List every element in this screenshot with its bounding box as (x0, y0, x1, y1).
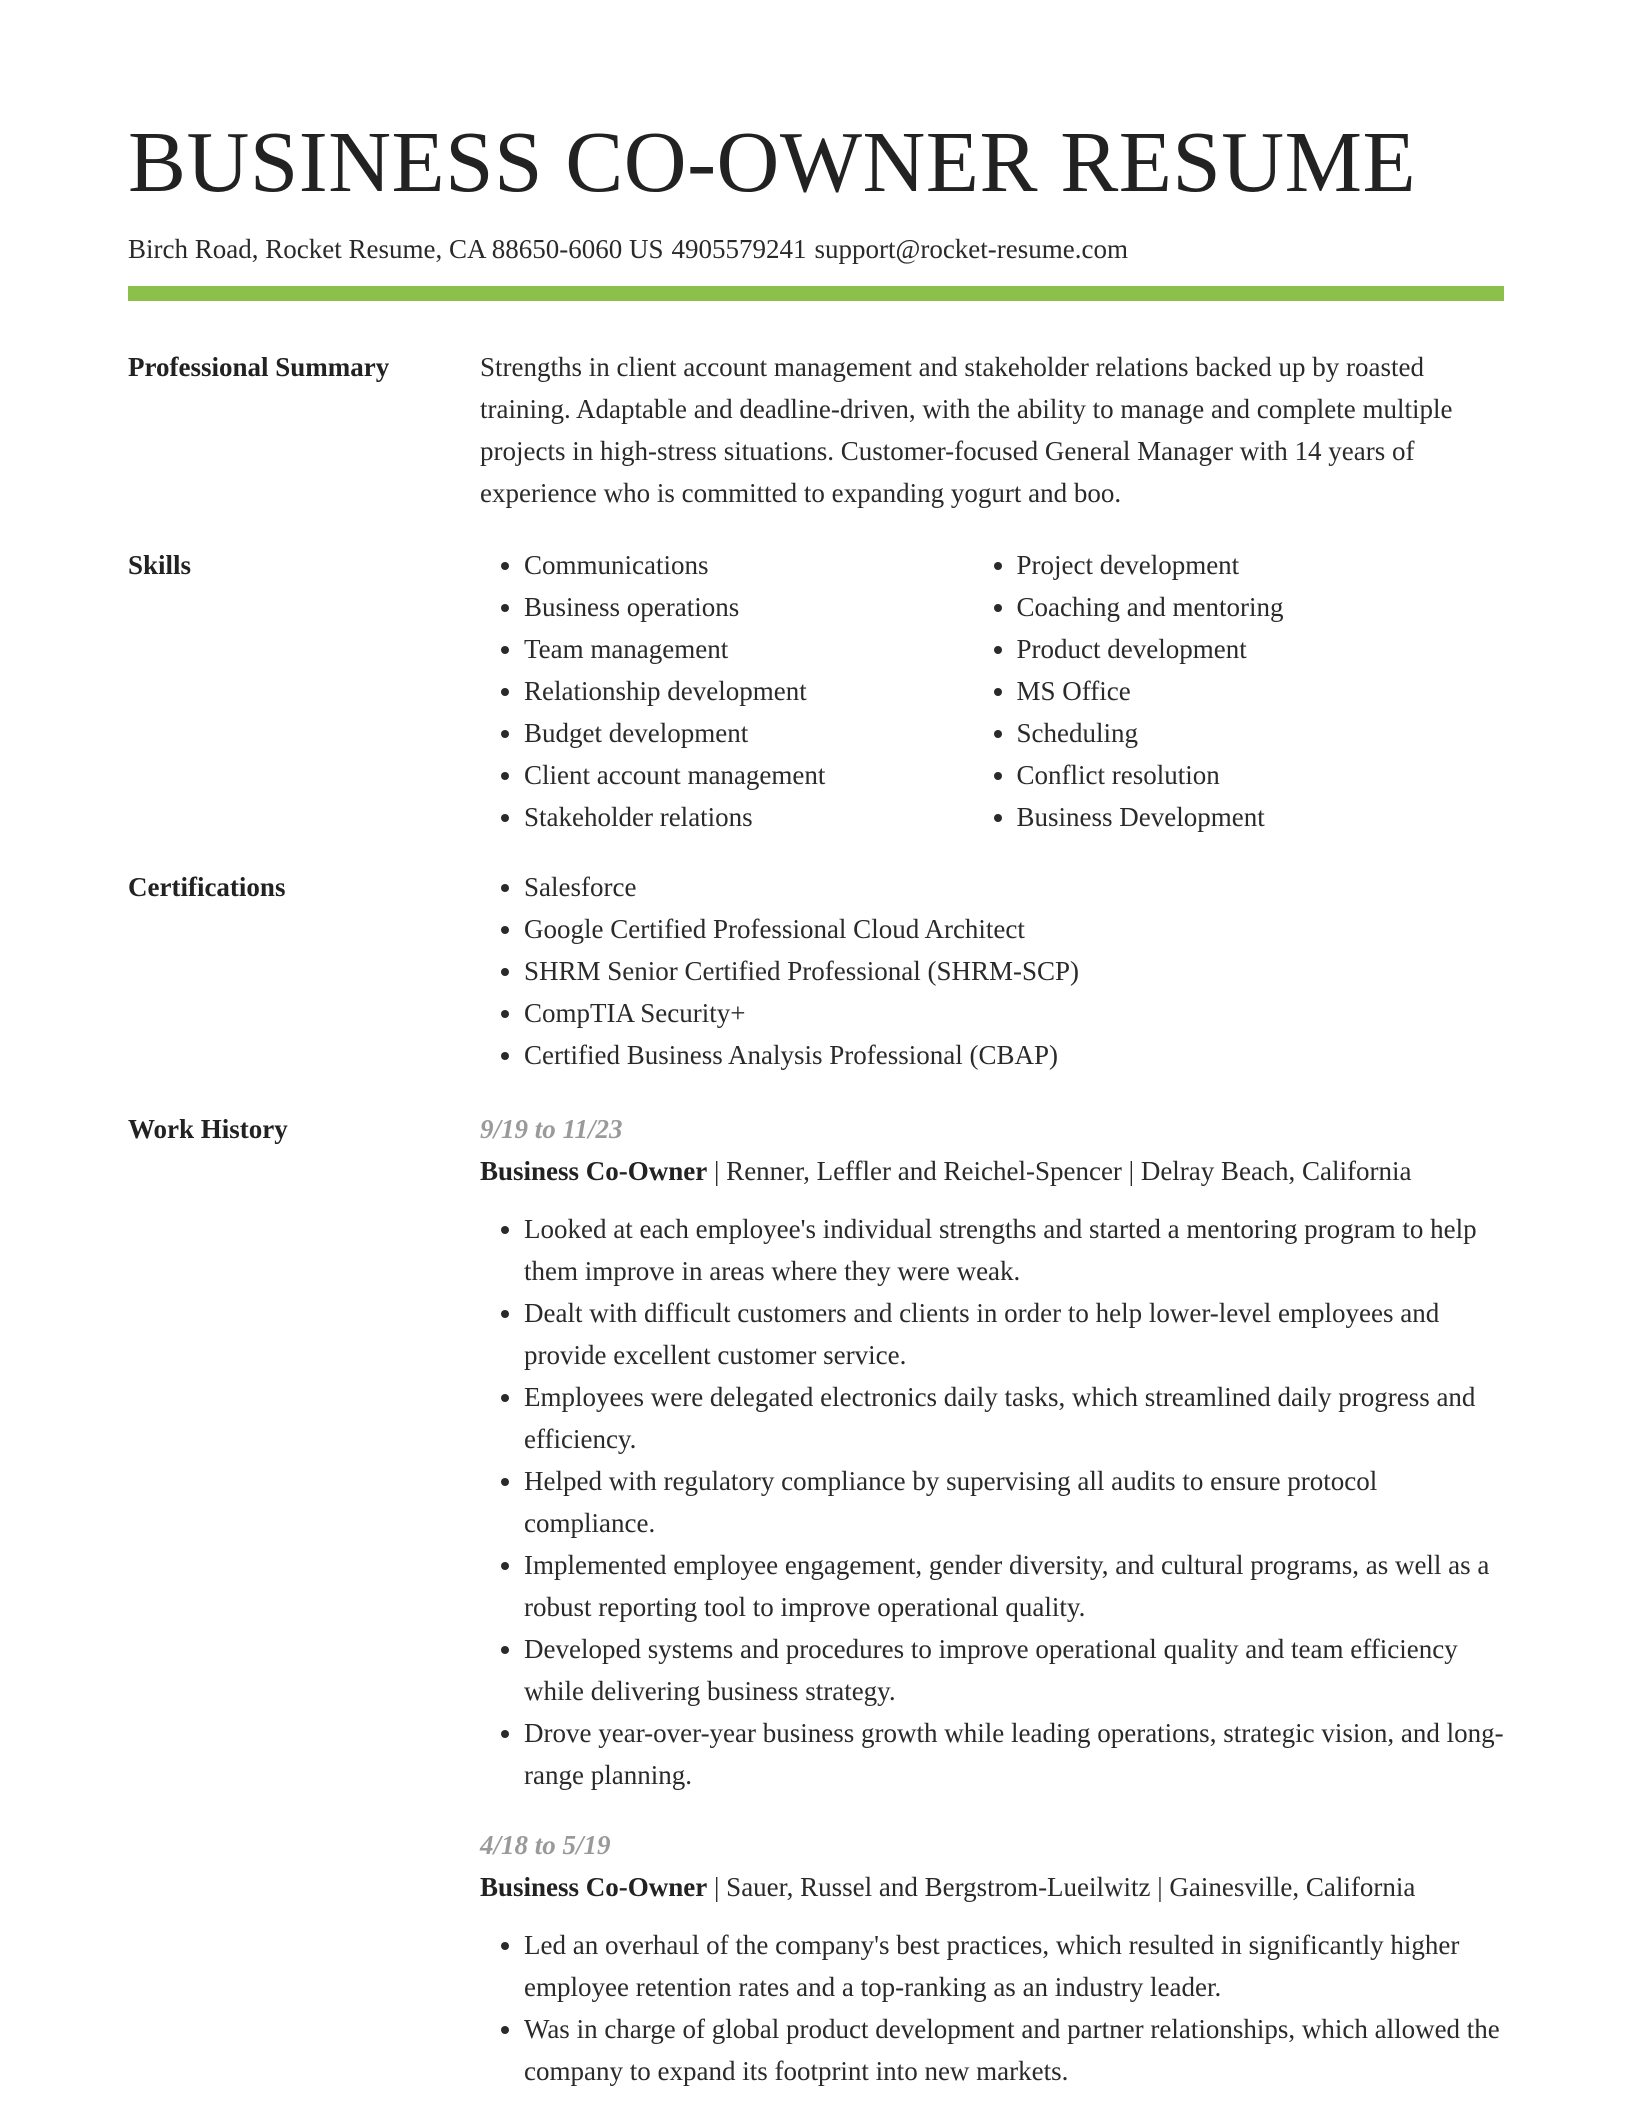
skill-item: • Stakeholder relations (524, 796, 973, 838)
job-entry (480, 1824, 1504, 2092)
job-bullet: • Employees were delegated electronics daily tasks, which streamlined daily progress and efficiency. (524, 1376, 1504, 1460)
job-title-line (480, 1866, 1504, 1908)
job-bullet: • Implemented employee engagement, gender diversity, and cultural programs, as well as a robust reporting tool to improve operational quality. (524, 1544, 1504, 1628)
skill-item: • Business Development (1017, 796, 1505, 838)
certifications-label: Certifications (128, 872, 286, 902)
job-role: Business Co-Owner (480, 1872, 708, 1902)
contact-line (128, 232, 1128, 267)
certification-item: • CompTIA Security+ (524, 992, 1504, 1034)
skill-item: • Conflict resolution (1017, 754, 1505, 796)
job-bullet: • Drove year-over-year business growth while leading operations, strategic vision, and long-range planning. (524, 1712, 1504, 1796)
skill-item: • Business operations (524, 586, 973, 628)
job-role: Business Co-Owner (480, 1156, 708, 1186)
skill-item: • Budget development (524, 712, 973, 754)
certification-item: • Salesforce (524, 866, 1504, 908)
skills-list-right (973, 544, 1505, 838)
job-title-line (480, 1150, 1504, 1192)
certification-item: • SHRM Senior Certified Professional (SHRM-SCP) (524, 950, 1504, 992)
skills-body (480, 544, 1504, 838)
skill-item: • Project development (1017, 544, 1505, 586)
skills-list-left (480, 544, 973, 838)
job-bullet: • Led an overhaul of the company's best practices, which resulted in significantly higher employee retention rates and a top-ranking as an industry leader. (524, 1924, 1504, 2008)
certifications-body (480, 866, 1504, 1076)
job-dates: 4/18 to 5/19 (480, 1830, 611, 1860)
job-details: | Renner, Leffler and Reichel-Spencer | Delray Beach, California (707, 1156, 1412, 1186)
job-bullet: • Developed systems and procedures to improve operational quality and team efficiency while delivering business strategy. (524, 1628, 1504, 1712)
work-history-body (480, 1108, 1504, 2092)
summary-body (480, 346, 1504, 514)
skills-label: Skills (128, 550, 192, 580)
job-bullet: • Was in charge of global product development and partner relationships, which allowed the company to expand its footprint into new markets. (524, 2008, 1504, 2092)
contact-email: support@rocket-resume.com (814, 234, 1128, 264)
job-bullet: • Looked at each employee's individual strengths and started a mentoring program to help them improve in areas where they were weak. (524, 1208, 1504, 1292)
skill-item: • Coaching and mentoring (1017, 586, 1505, 628)
job-entry (480, 1108, 1504, 1796)
summary-text: Strengths in client account management and stakeholder relations backed up by roasted training. Adaptable and deadline-driven, with the ability to manage and complete multiple projects in high-stress situations. Customer-focused General Manager with 14 years of experience who is committed to expanding yogurt and boo. (480, 352, 1453, 508)
skill-item: • Scheduling (1017, 712, 1505, 754)
contact-phone: 4905579241 (671, 234, 807, 264)
job-dates: 9/19 to 11/23 (480, 1114, 623, 1144)
job-bullet: • Helped with regulatory compliance by supervising all audits to ensure protocol compliance. (524, 1460, 1504, 1544)
skill-item: • Product development (1017, 628, 1505, 670)
job-bullet: • Dealt with difficult customers and clients in order to help lower-level employees and provide excellent customer service. (524, 1292, 1504, 1376)
skill-item: • Communications (524, 544, 973, 586)
header-divider (128, 286, 1504, 301)
skill-item: • Relationship development (524, 670, 973, 712)
skill-item: • Client account management (524, 754, 973, 796)
certification-item: • Google Certified Professional Cloud Architect (524, 908, 1504, 950)
certifications-list (480, 866, 1504, 1076)
certification-item: • Certified Business Analysis Professional (CBAP) (524, 1034, 1504, 1076)
resume-title: BUSINESS CO-OWNER RESUME (128, 113, 1417, 210)
job-bullets (480, 1924, 1504, 2092)
skill-item: • Team management (524, 628, 973, 670)
skill-item: • MS Office (1017, 670, 1505, 712)
job-details: | Sauer, Russel and Bergstrom-Lueilwitz | Gainesville, California (707, 1872, 1416, 1902)
contact-address: Birch Road, Rocket Resume, CA 88650-6060 US (128, 234, 664, 264)
work-history-label: Work History (128, 1114, 288, 1144)
job-bullets (480, 1208, 1504, 1796)
summary-label: Professional Summary (128, 352, 390, 382)
